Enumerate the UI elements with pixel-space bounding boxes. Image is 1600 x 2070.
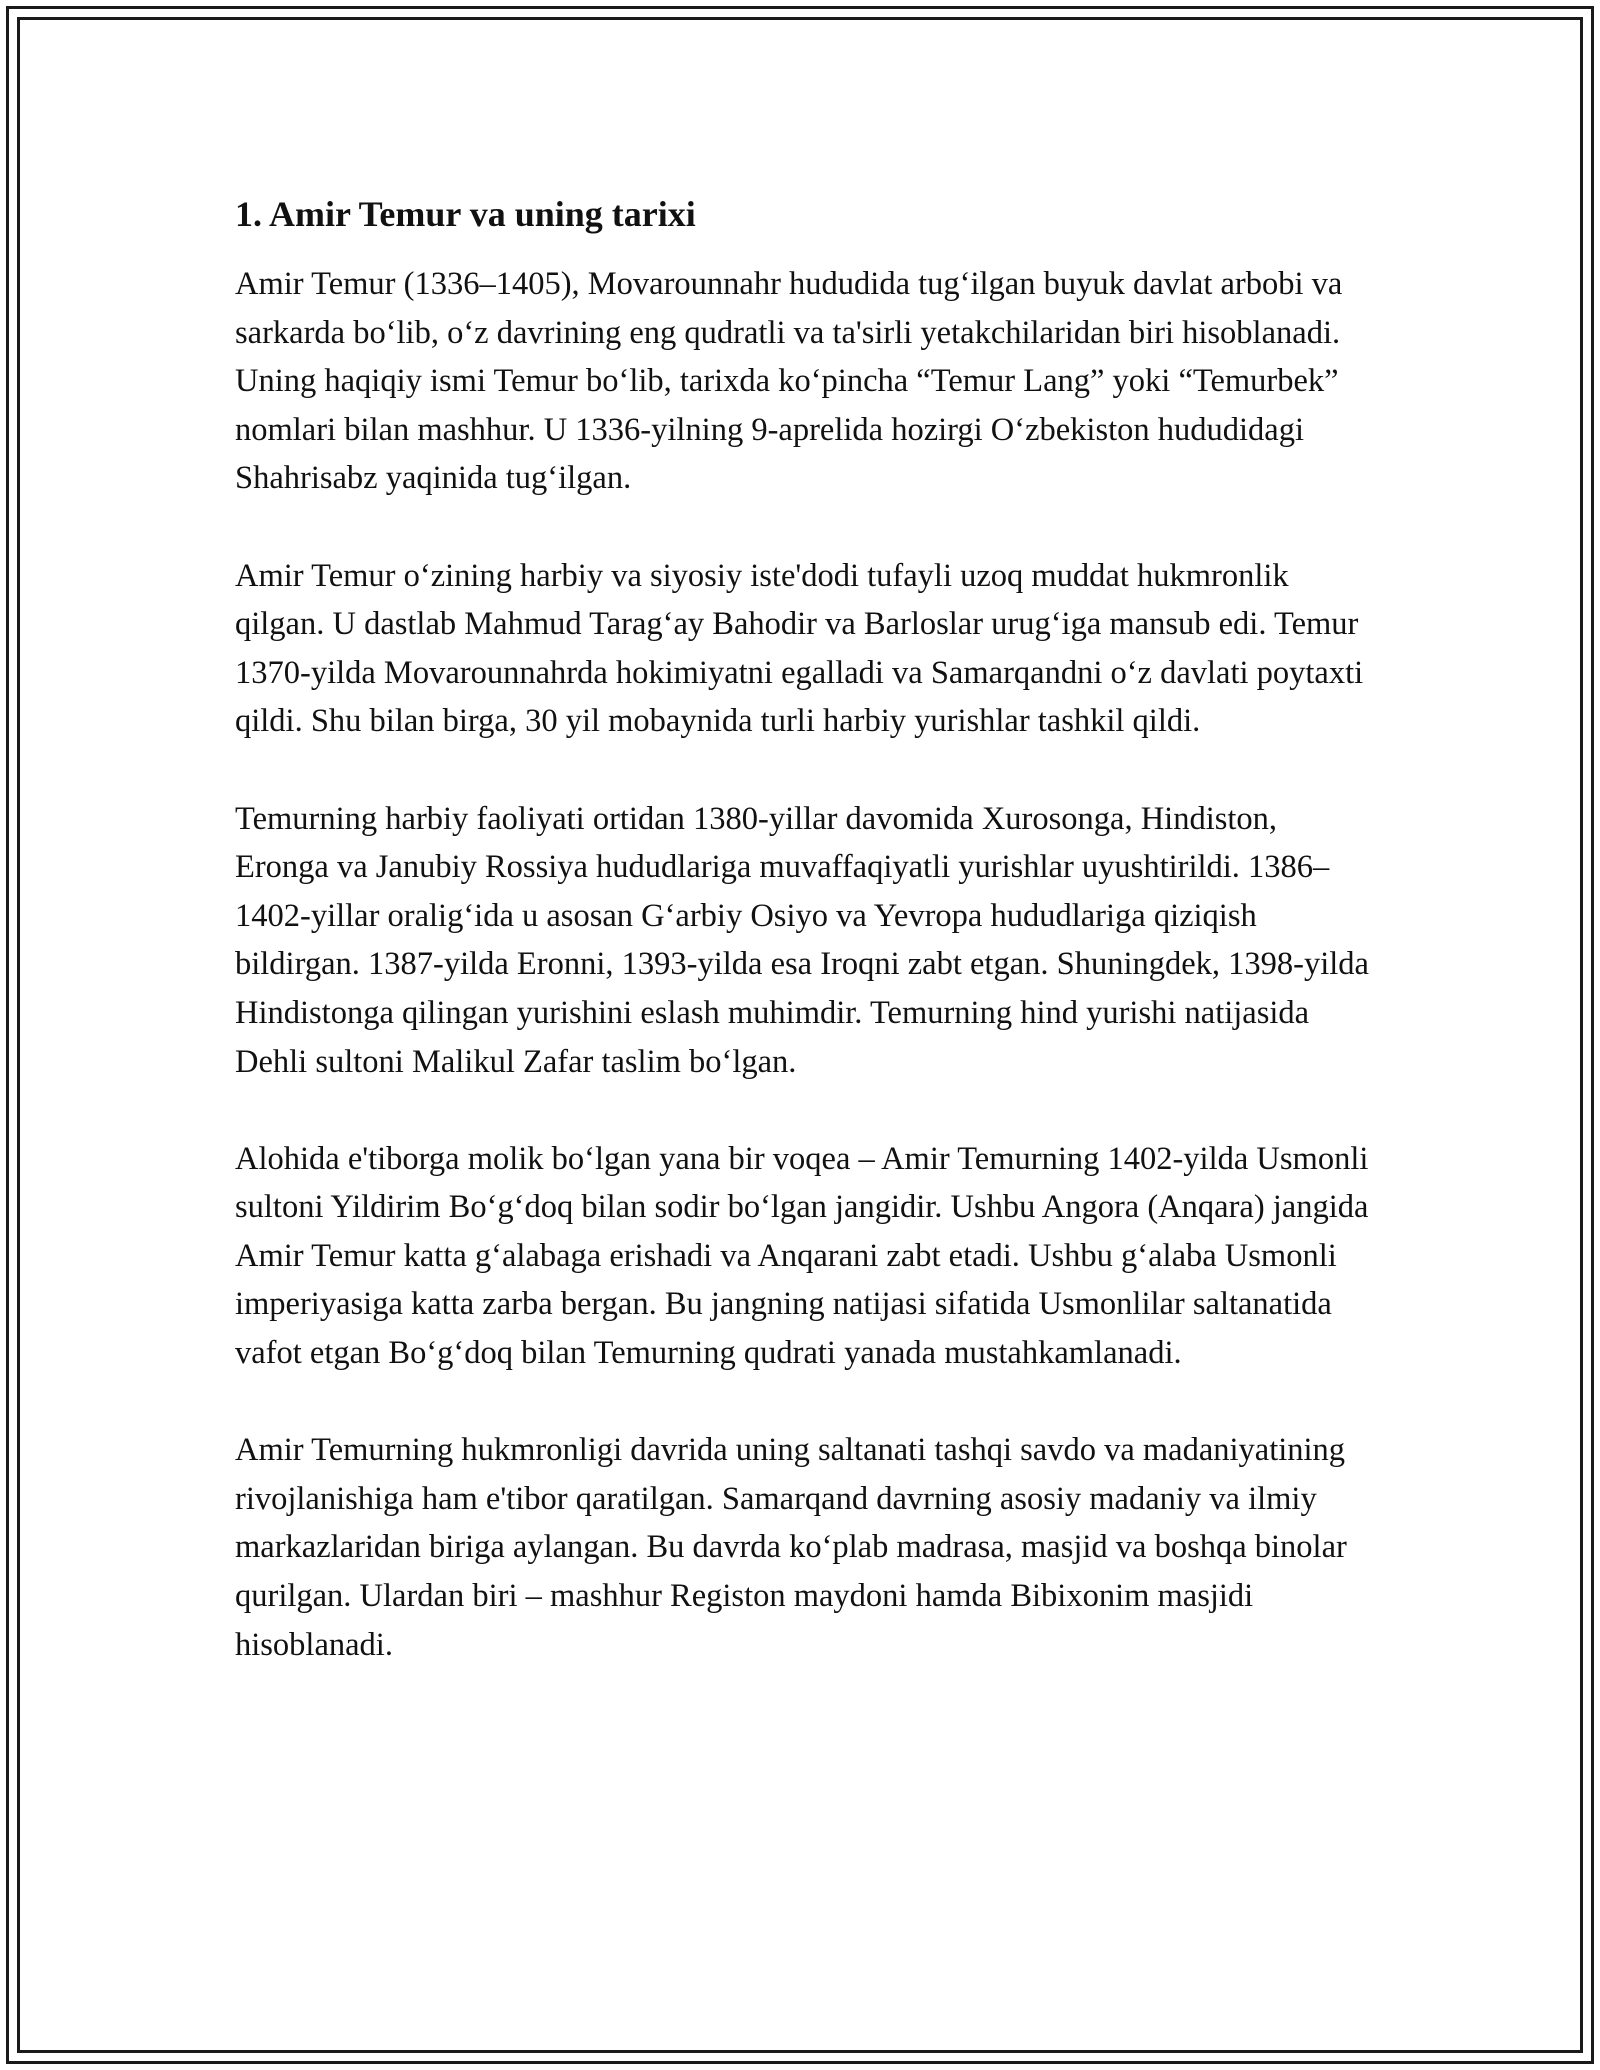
paragraph-biography: Amir Temur (1336–1405), Movarounnahr hududida tug‘ilgan buyuk davlat arbobi va sarkarda bo‘lib, o‘z davrining eng qudratli va ta'sirli yetakchilaridan biri hisoblanadi. Uning haqiqiy ismi Temur bo‘lib, tarixda ko‘pincha “Temur Lang” yoki “Temurbek” nomlari bilan mashhur. U 1336-yilning 9-aprelida hozirgi O‘zbekiston hududidagi Shahrisabz yaqinida tug‘ilgan. — [235, 266, 1343, 497]
paragraph-campaigns: Temurning harbiy faoliyati ortidan 1380-yillar davomida Xurosonga, Hindiston, Eronga va Janubiy Rossiya hududlariga muvaffaqiyatli yurishlar uyushtirildi. 1386–1402-yillar oralig‘ida u asosan G‘arbiy Osiyo va Yevropa hududlariga qiziqish bildirgan. 1387-yilda Eronni, 1393-yilda esa Iroqni zabt etgan. Shuningdek, 1398-yilda Hindistonga qilingan yurishini eslash muhimdir. Temurning hind yurishi natijasida Dehli sultoni Malikul Zafar taslim bo‘lgan. — [235, 800, 1369, 1080]
paragraph-rule: Amir Temur o‘zining harbiy va siyosiy iste'dodi tufayli uzoq muddat hukmronlik qilgan. U dastlab Mahmud Tarag‘ay Bahodir va Barloslar urug‘iga mansub edi. Temur 1370-yilda Movarounnahrda hokimiyatni egalladi va Samarqandni o‘z davlati poytaxti qildi. Shu bilan birga, 30 yil mobaynida turli harbiy yurishlar tashkil qildi. — [235, 557, 1364, 740]
paragraph-culture: Amir Temurning hukmronligi davrida uning saltanati tashqi savdo va madaniyatining rivojlanishiga ham e'tibor qaratilgan. Samarqand davrning asosiy madaniy va ilmiy markazlaridan biriga aylangan. Bu davrda ko‘plab madrasa, masjid va boshqa binolar qurilgan. Ulardan biri – mashhur Registon maydoni hamda Bibixonim masjidi hisoblanadi. — [235, 1432, 1347, 1663]
section-heading: 1. Amir Temur va uning tarixi — [235, 194, 696, 234]
paragraph-ankara-battle: Alohida e'tiborga molik bo‘lgan yana bir voqea – Amir Temurning 1402-yilda Usmonli sultoni Yildirim Bo‘g‘doq bilan sodir bo‘lgan jangidir. Ushbu Angora (Anqara) jangida Amir Temur katta g‘alabaga erishadi va Anqarani zabt etadi. Ushbu g‘alaba Usmonli imperiyasiga katta zarba bergan. Bu jangning natijasi sifatida Usmonlilar saltanatida vafot etgan Bo‘g‘doq bilan Temurning qudrati yanada mustahkamlanadi. — [235, 1140, 1369, 1372]
document-body — [235, 188, 1370, 1718]
